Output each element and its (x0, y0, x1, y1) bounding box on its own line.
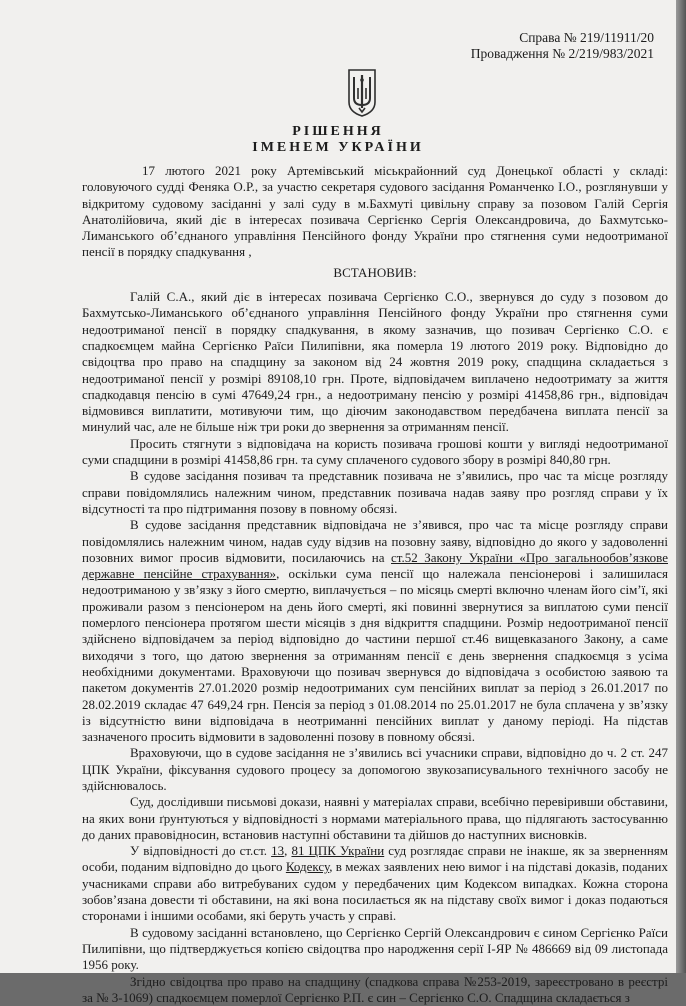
procedure-text-c: , в межах заявлених нею вимог і на підставі доказів, поданих учасниками справи або витребуваних судом у передбачених цим Кодексом випадках. Кожна сторона зобов’язана довести ті обставини, на які вона посилається як на підставу своїх вимог і доказ подаються сторонами і іншими особами, які беруть участь у справі. (82, 859, 668, 924)
case-number: Справа № 219/11911/20 (519, 30, 654, 45)
law-link[interactable]: ст.52 Закону України «Про загальнообов’язкове державне пенсійне страхування» (82, 549, 668, 582)
procedure-text-b: суд розглядає справи не інакше, як за зверненням особи, поданим відповідно до цього (82, 843, 668, 875)
decision-subtitle: ІМЕНЕМ УКРАЇНИ (252, 140, 424, 155)
intro-paragraph: 17 лютого 2021 року Артемівський міськрайонний суд Донецької області у складі: головуючого судді Феняка О.Р., за участю секретаря судового засідання Романченко І.О., розглянувши у відкритому судовому засіданні у залі суду в м.Бахмуті цивільну справу за позовом Галій Сергія Анатолійовича, який діє в інтересах позивача Сергієнко Сергія Олександровича, до Бахмутсько-Лиманського об’єднаного управління Пенсійного фонду України про стягнення суми недоотриманої пенсії в порядку спадкування , (82, 163, 668, 260)
document-body (82, 163, 668, 1006)
court-review-paragraph: Суд, дослідивши письмові докази, наявні у матеріалах справи, всебічно перевіривши обставини, на яких вони ґрунтуються у відповідності з нормами матеріального права, що підлягають застосуванню до даних правовідносин, встановив наступні обставини та дійшов до наступних висновків. (82, 794, 668, 842)
procedure-text-a: У відповідності до ст.ст. (130, 843, 272, 859)
procedure-sep: , (284, 843, 292, 859)
son-paragraph: В судовому засіданні встановлено, що Сергієнко Сергій Олександрович є сином Сергієнко Раїси Пилипівни, що підтверджується копією свідоцтва про народження серії І-ЯР № 486669 від 09 листопада 1956 року. (82, 924, 668, 973)
defendant-text-a: В судове засідання представник відповідача не з’явився, про час та місце розгляду справи повідомлялись належним чином, надав суду відзив на позовну заяву, відповідно до якого у задоволенні позовних вимог просив відмовити, посилаючись на (82, 517, 668, 565)
defendant-paragraph (82, 517, 668, 745)
claim-paragraph: Галій С.А., який діє в інтересах позивача Сергієнко С.О., звернувся до суду з позовом до Бахмутсько-Лиманського об’єднаного управління Пенсійного фонду України про стягнення суми недоотриманої пенсії в порядку спадкування, в якому зазначив, що позивач Сергієнко С.О. є спадкоємцем майна Сергієнко Раїси Пилипівни, яка померла 19 лютого 2019 року. Відповідно до свідоцтва про право на спадщину за законом від 24 жовтня 2019 року, спадщина складається з недоотриманої пенсії у розмірі 89108,10 грн. Проте, відповідачем виплачено недоотримату за життя спадкодавця пенсію в сумі 47649,24 грн., а недоотриману пенсію у розмірі 41458,86 грн., відповідач відмовився виплатити, мотивуючи тим, що діючим законодавством передбачена виплата пенсії за минулий час, але не більше ніж три роки до звернення за отриманням пенсії. (82, 289, 668, 435)
page-edge (676, 0, 686, 973)
inheritance-paragraph: Згідно свідоцтва про право на спадщину (спадкова справа №253-2019, зареєстровано в реєстрі за № 3-1069) спадкоємцем померлої Сергієнко Р.П. є син – Сергієнко С.О. Спадщина складається з (82, 973, 668, 1005)
recording-paragraph: Враховуючи, що в судове засідання не з’явились всі учасники справи, відповідно до ч. 2 ст. 247 ЦПК України, фіксування судового процесу за допомогою звукозаписувального технічного засобу не здійснювалось. (82, 745, 668, 793)
trident-emblem-icon (346, 68, 378, 118)
decision-title: РІШЕННЯ (292, 124, 384, 139)
defendant-text-b: , оскільки сума пенсії що належала пенсіонерові і залишилася недоотриманою у зв’язку з його смертю, виплачується – по місяць смерті включно членам його сім’ї, які проживали разом з пенсіонером на день його смерті, які повинні звернутися за виплатою суми пенсії померлого пенсіонера протягом шести місяців з дня відкриття спадщини. Розмір недоотриманої пенсії здійснено відповідачем за період відповідно до частини першої ст.46 вищевказаного Закону, а саме виходячи з того, що датою звернення за отриманням пенсії є день звернення спадкоємця з усіма необхідними документами. Враховуючи що позивач звернувся до відповідача з особистою заявою та пакетом документів 27.01.2020 розмір недоотриманих сум пенсійних виплат за період з 26.01.2017 по 28.02.2019 складає 47 649,24 грн. Пенсія за період з 01.08.2014 по 25.01.2017 не була сплачена у зв’язку із відсутністю вини відповідача в неотриманні пенсійних виплат у даному періоді. На підстав зазначеного просить відмовити в задоволенні позову в повному обсязі. (82, 566, 668, 745)
request-paragraph: Просить стягнути з відповідача на користь позивача грошові кошти у вигляді недоотриманої суми спадщини в розмірі 41458,86 грн. та суму сплаченого судового збору в розмірі 840,80 грн. (82, 435, 668, 468)
proceeding-number: Провадження № 2/219/983/2021 (470, 46, 654, 61)
article-13-link[interactable]: 13 (271, 843, 285, 859)
code-link[interactable]: Кодексу (285, 859, 330, 875)
established-heading: ВСТАНОВИВ: (333, 264, 417, 280)
case-info (471, 30, 654, 62)
plaintiff-absence-paragraph: В судове засідання позивач та представник позивача не з’явились, про час та місце розгляду справи повідомлялись належним чином, представник позивача надав заяву про розгляд справи у їх відсутності та про підтримання позову в повному обсязі. (82, 468, 668, 516)
procedure-paragraph (82, 843, 668, 924)
article-81-link[interactable]: 81 ЦПК України (291, 843, 385, 859)
